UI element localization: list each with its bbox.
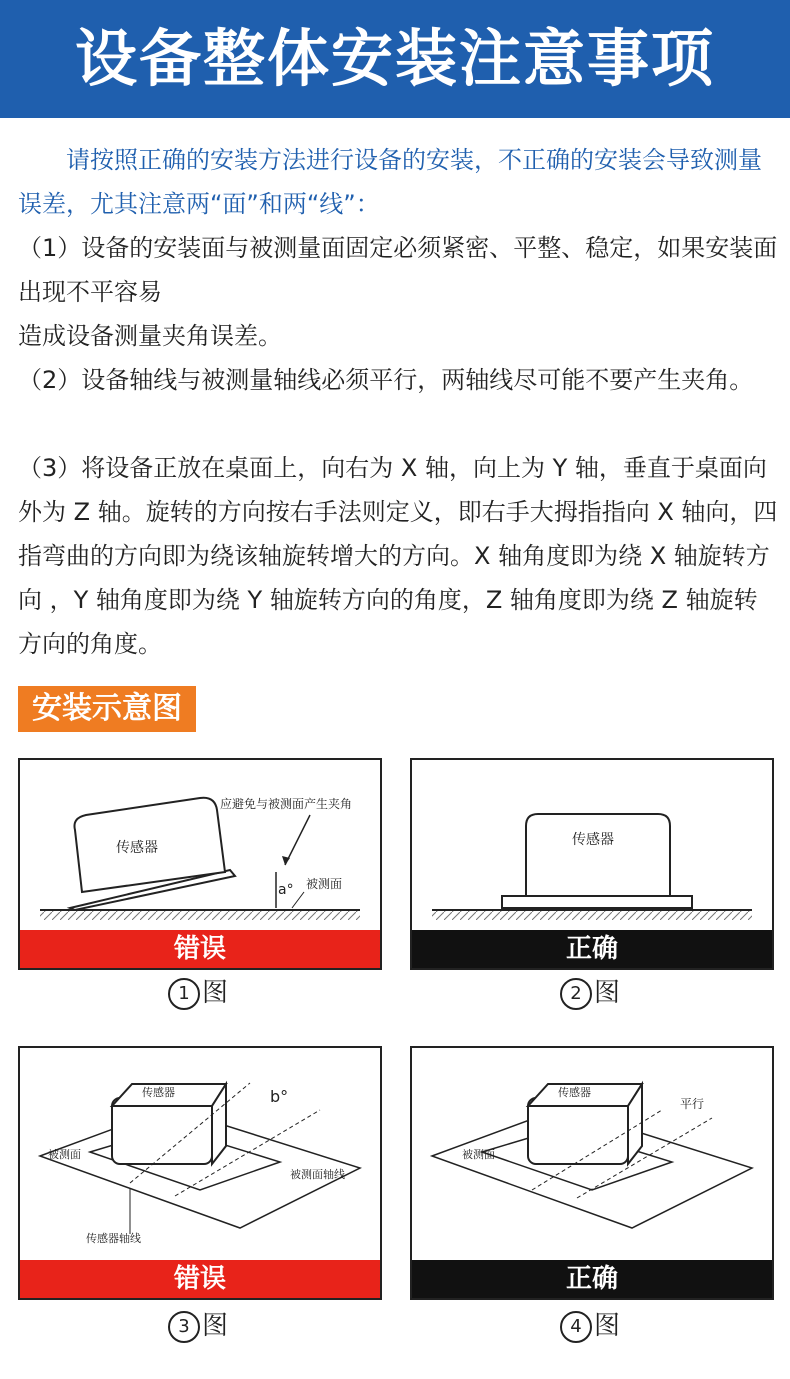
figure-2-caption: 2 图 xyxy=(540,972,640,1010)
caption-number: 2 xyxy=(560,978,592,1010)
avoid-angle-note: 应避免与被测面产生夹角 xyxy=(220,797,353,811)
figure-1-caption: 1 图 xyxy=(148,972,248,1010)
figure-1 xyxy=(18,758,382,970)
status-banner: 正确 xyxy=(412,930,772,968)
parallel-label: 平行 xyxy=(680,1097,705,1111)
sensor-box xyxy=(112,1098,212,1164)
point-1a: （1）设备的安装面与被测量面固定必须紧密、平整、稳定，如果安装面出现不平容易 xyxy=(18,234,778,306)
figure-1-drawing xyxy=(20,760,380,930)
figure-4-drawing xyxy=(412,1048,772,1260)
flat-base xyxy=(502,896,692,908)
surface-label: 被测面 xyxy=(462,1148,495,1161)
figure-3 xyxy=(18,1046,382,1300)
sensor-label: 传感器 xyxy=(142,1086,175,1099)
caption-number: 4 xyxy=(560,1311,592,1343)
figure-3-caption: 3 图 xyxy=(148,1305,248,1343)
surface-label: 被测面 xyxy=(306,877,343,891)
surface-label: 被测面 xyxy=(48,1148,81,1161)
section-title: 安装示意图 xyxy=(18,686,196,732)
point-3: （3）将设备正放在桌面上，向右为 X 轴，向上为 Y 轴，垂直于桌面向外为 Z 轴。旋转的方向按右手法则定义，即右手大拇指指向 X 轴向，四指弯曲的方向即为绕该轴旋转增大的方向。X 轴角度即为绕 X 轴旋转方向 ，Y 轴角度即为绕 Y 轴旋转方向的角度，Z 轴角度即为绕 Z 轴旋转方向的角度。 xyxy=(18,454,778,658)
caption-number: 1 xyxy=(168,978,200,1010)
sensor-axis-label: 传感器轴线 xyxy=(86,1232,141,1245)
page-header xyxy=(0,0,790,118)
surface-hatch xyxy=(40,910,360,920)
page-title: 设备整体安装注意事项 xyxy=(74,22,715,95)
status-banner: 正确 xyxy=(412,1260,772,1298)
caption-number: 3 xyxy=(168,1311,200,1343)
angle-b-label: b° xyxy=(270,1087,289,1106)
angle-a-label: a° xyxy=(278,882,294,898)
surface-axis-label: 被测面轴线 xyxy=(290,1168,345,1181)
status-banner: 错误 xyxy=(20,930,380,968)
sensor-box xyxy=(526,814,670,896)
status-banner: 错误 xyxy=(20,1260,380,1298)
point-2: （2）设备轴线与被测量轴线必须平行，两轴线尽可能不要产生夹角。 xyxy=(18,366,754,394)
figure-4-caption: 4 图 xyxy=(540,1305,640,1343)
sensor-label: 传感器 xyxy=(116,840,158,856)
sensor-box xyxy=(528,1098,628,1164)
sensor-label: 传感器 xyxy=(558,1086,591,1099)
figure-2-drawing xyxy=(412,760,772,930)
sensor-label: 传感器 xyxy=(572,832,614,848)
figure-4 xyxy=(410,1046,774,1300)
figure-3-drawing xyxy=(20,1048,380,1260)
figure-2 xyxy=(410,758,774,970)
point-1b: 造成设备测量夹角误差。 xyxy=(18,322,282,350)
intro-text: 请按照正确的安装方法进行设备的安装，不正确的安装会导致测量误差，尤其注意两“面”和两“线”： xyxy=(18,146,762,218)
